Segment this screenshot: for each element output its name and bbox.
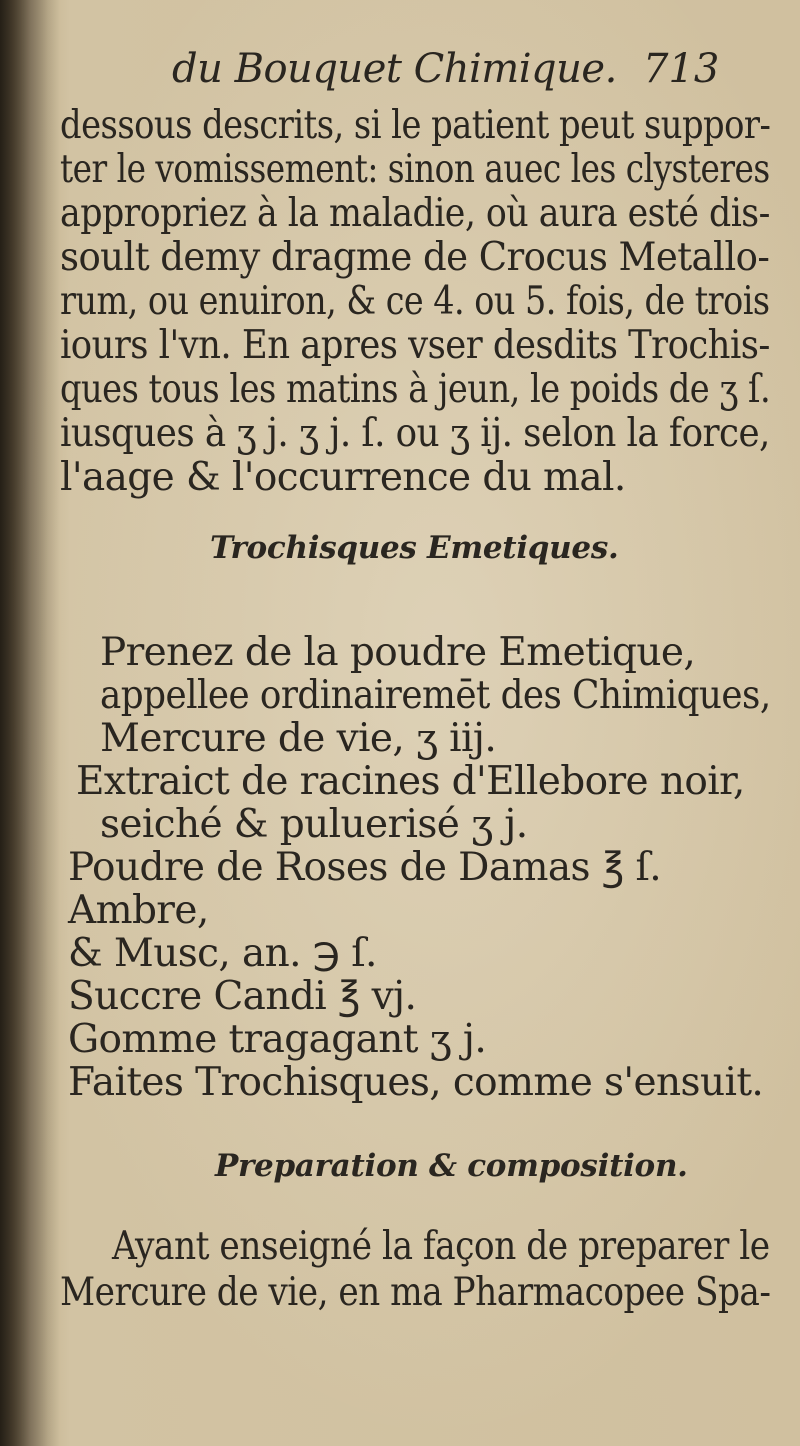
section-heading-preparation: Preparation & composition. <box>215 1148 688 1184</box>
text-line: iusques à ʒ j. ʒ j. ſ. ou ʒ ij. selon la force, <box>60 411 770 456</box>
text-line: rum, ou enuiron, & ce 4. ou 5. fois, de trois <box>60 279 770 324</box>
recipe-line: Ambre, <box>68 888 209 933</box>
recipe-line: seiché & puluerisé ʒ j. <box>100 802 528 847</box>
text-line: appropriez à la maladie, où aura esté dis- <box>60 191 770 236</box>
recipe-line: Mercure de vie, ʒ iij. <box>100 716 497 761</box>
page-number: 713 <box>643 46 720 92</box>
text-line: dessous descrits, si le patient peut suppor- <box>60 103 771 148</box>
recipe-line: Prenez de la poudre Emetique, <box>100 630 696 675</box>
recipe-line: Extraict de racines d'Ellebore noir, <box>76 759 745 804</box>
text-line: ques tous les matins à jeun, le poids de ʒ ſ. <box>60 367 771 412</box>
text-line: ter le vomissement: sinon auec les clysteres <box>60 147 770 192</box>
page-header <box>0 40 800 100</box>
recipe-line: appellee ordinairemēt des Chimiques, <box>100 673 771 718</box>
running-title: du Bouquet Chimique. <box>172 46 617 92</box>
text-line: l'aage & l'occurrence du mal. <box>60 455 626 500</box>
recipe-line: Succre Candi ℥ vj. <box>68 974 417 1019</box>
text-line: iours l'vn. En apres vser desdits Trochis- <box>60 323 770 368</box>
recipe-line: Poudre de Roses de Damas ℥ ſ. <box>68 845 662 890</box>
recipe-line: Gomme tragagant ʒ j. <box>68 1017 487 1062</box>
recipe-line: & Musc, an. ℈ ſ. <box>68 931 377 976</box>
text-line: Mercure de vie, en ma Pharmacopee Spa- <box>60 1270 771 1315</box>
text-line: Ayant enseigné la façon de preparer le <box>112 1224 770 1269</box>
spine-shadow <box>0 0 60 1446</box>
recipe-line: Faites Trochisques, comme s'ensuit. <box>68 1060 764 1105</box>
text-line: soult demy dragme de Crocus Metallo- <box>60 235 770 280</box>
section-heading-trochisques: Trochisques Emetiques. <box>210 530 619 566</box>
